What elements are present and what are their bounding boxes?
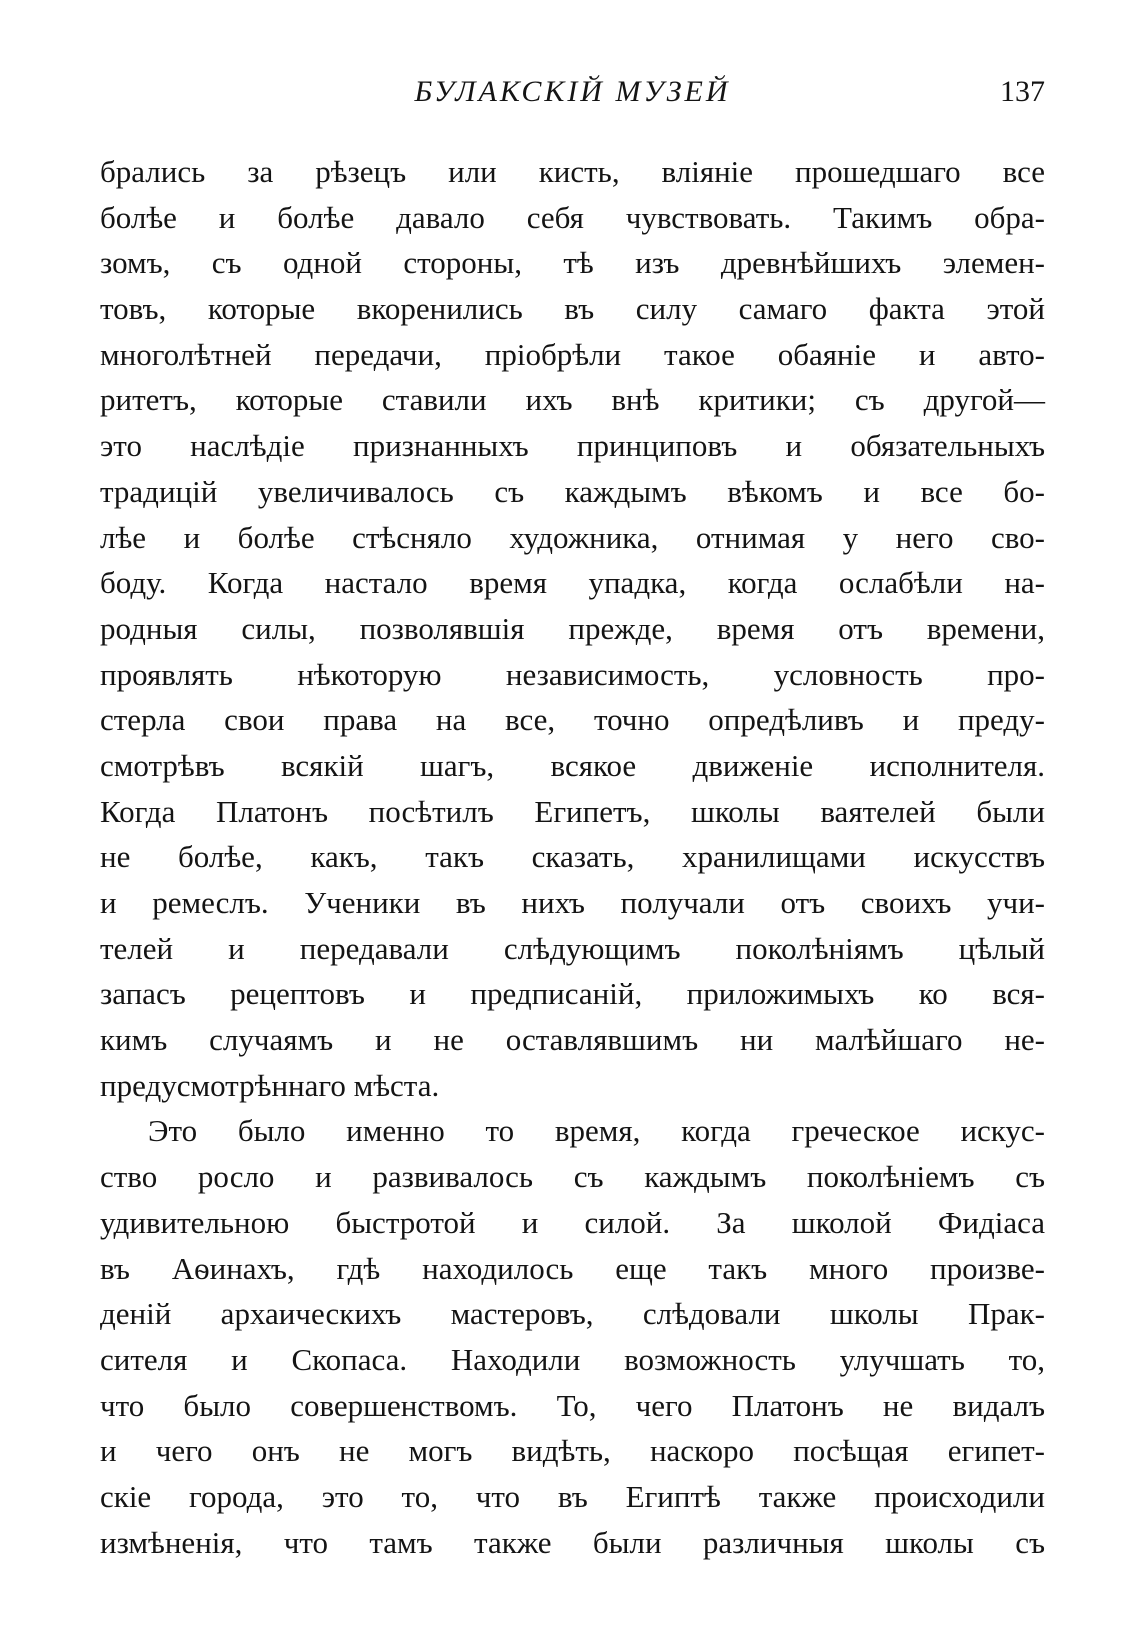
text-line: предусмотрѣннаго мѣста. bbox=[100, 1067, 440, 1103]
text-line: деній архаическихъ мастеровъ, слѣдовали школы Прак- bbox=[100, 1296, 1045, 1332]
text-line: проявлять нѣкоторую независимость, условность про- bbox=[100, 656, 1045, 692]
text-line: ство росло и развивалось съ каждымъ поколѣніемъ съ bbox=[100, 1159, 1045, 1195]
text-line: запасъ рецептовъ и предписаній, приложимыхъ ко вся- bbox=[100, 976, 1045, 1012]
text-line: болѣе и болѣе давало себя чувствовать. Такимъ обра- bbox=[100, 199, 1045, 235]
text-line: многолѣтней передачи, пріобрѣли такое обаяніе и авто- bbox=[100, 336, 1045, 372]
text-line: лѣе и болѣе стѣсняло художника, отнимая у него сво- bbox=[100, 519, 1045, 555]
text-line: сителя и Скопаса. Находили возможность улучшать то, bbox=[100, 1341, 1045, 1377]
text-line: измѣненія, что тамъ также были различныя школы съ bbox=[100, 1524, 1045, 1560]
text-line: стерла свои права на все, точно опредѣливъ и преду- bbox=[100, 702, 1045, 738]
text-line: телей и передавали слѣдующимъ поколѣніямъ цѣлый bbox=[100, 930, 1045, 966]
text-line: и чего онъ не могъ видѣть, наскоро посѣщая египет- bbox=[100, 1433, 1045, 1469]
text-line: удивительною быстротой и силой. За школой Фидіаса bbox=[100, 1204, 1045, 1240]
text-line: и ремеслъ. Ученики въ нихъ получали отъ своихъ учи- bbox=[100, 885, 1045, 920]
running-title: БУЛАКСКІЙ МУЗЕЙ bbox=[414, 75, 731, 108]
text-line: ритетъ, которые ставили ихъ внѣ критики; съ другой— bbox=[100, 382, 1045, 418]
text-line: традицій увеличивалось съ каждымъ вѣкомъ и все бо- bbox=[100, 473, 1045, 509]
text-line: не болѣе, какъ, такъ сказать, хранилищами искусствъ bbox=[100, 839, 1045, 875]
text-body bbox=[100, 149, 1045, 1565]
text-line: боду. Когда настало время упадка, когда ослабѣли на- bbox=[100, 565, 1045, 601]
text-line: въ Аѳинахъ, гдѣ находилось еще такъ много произве- bbox=[100, 1250, 1045, 1286]
text-line: родныя силы, позволявшія прежде, время отъ времени, bbox=[100, 610, 1045, 646]
text-line: смотрѣвъ всякій шагъ, всякое движеніе исполнителя. bbox=[100, 747, 1045, 783]
text-line: Это было именно то время, когда греческое искус- bbox=[148, 1113, 1045, 1149]
text-line: что было совершенствомъ. То, чего Платонъ не видалъ bbox=[100, 1387, 1045, 1423]
text-line: брались за рѣзецъ или кисть, вліяніе прошедшаго все bbox=[100, 154, 1045, 189]
text-line: скіе города, это то, что въ Египтѣ также происходили bbox=[100, 1478, 1045, 1514]
text-line: это наслѣдіе признанныхъ принциповъ и обязательныхъ bbox=[100, 428, 1045, 464]
paragraph-1 bbox=[100, 149, 1045, 1108]
text-line: товъ, которые вкоренились въ силу самаго факта этой bbox=[100, 291, 1045, 327]
text-line: зомъ, съ одной стороны, тѣ изъ древнѣйшихъ элемен- bbox=[100, 245, 1045, 281]
text-line: кимъ случаямъ и не оставлявшимъ ни малѣйшаго не- bbox=[100, 1022, 1045, 1058]
running-head bbox=[100, 72, 1045, 112]
page-number: 137 bbox=[1000, 75, 1045, 108]
text-line: Когда Платонъ посѣтилъ Египетъ, школы ваятелей были bbox=[100, 793, 1045, 829]
paragraph-2 bbox=[100, 1108, 1045, 1565]
